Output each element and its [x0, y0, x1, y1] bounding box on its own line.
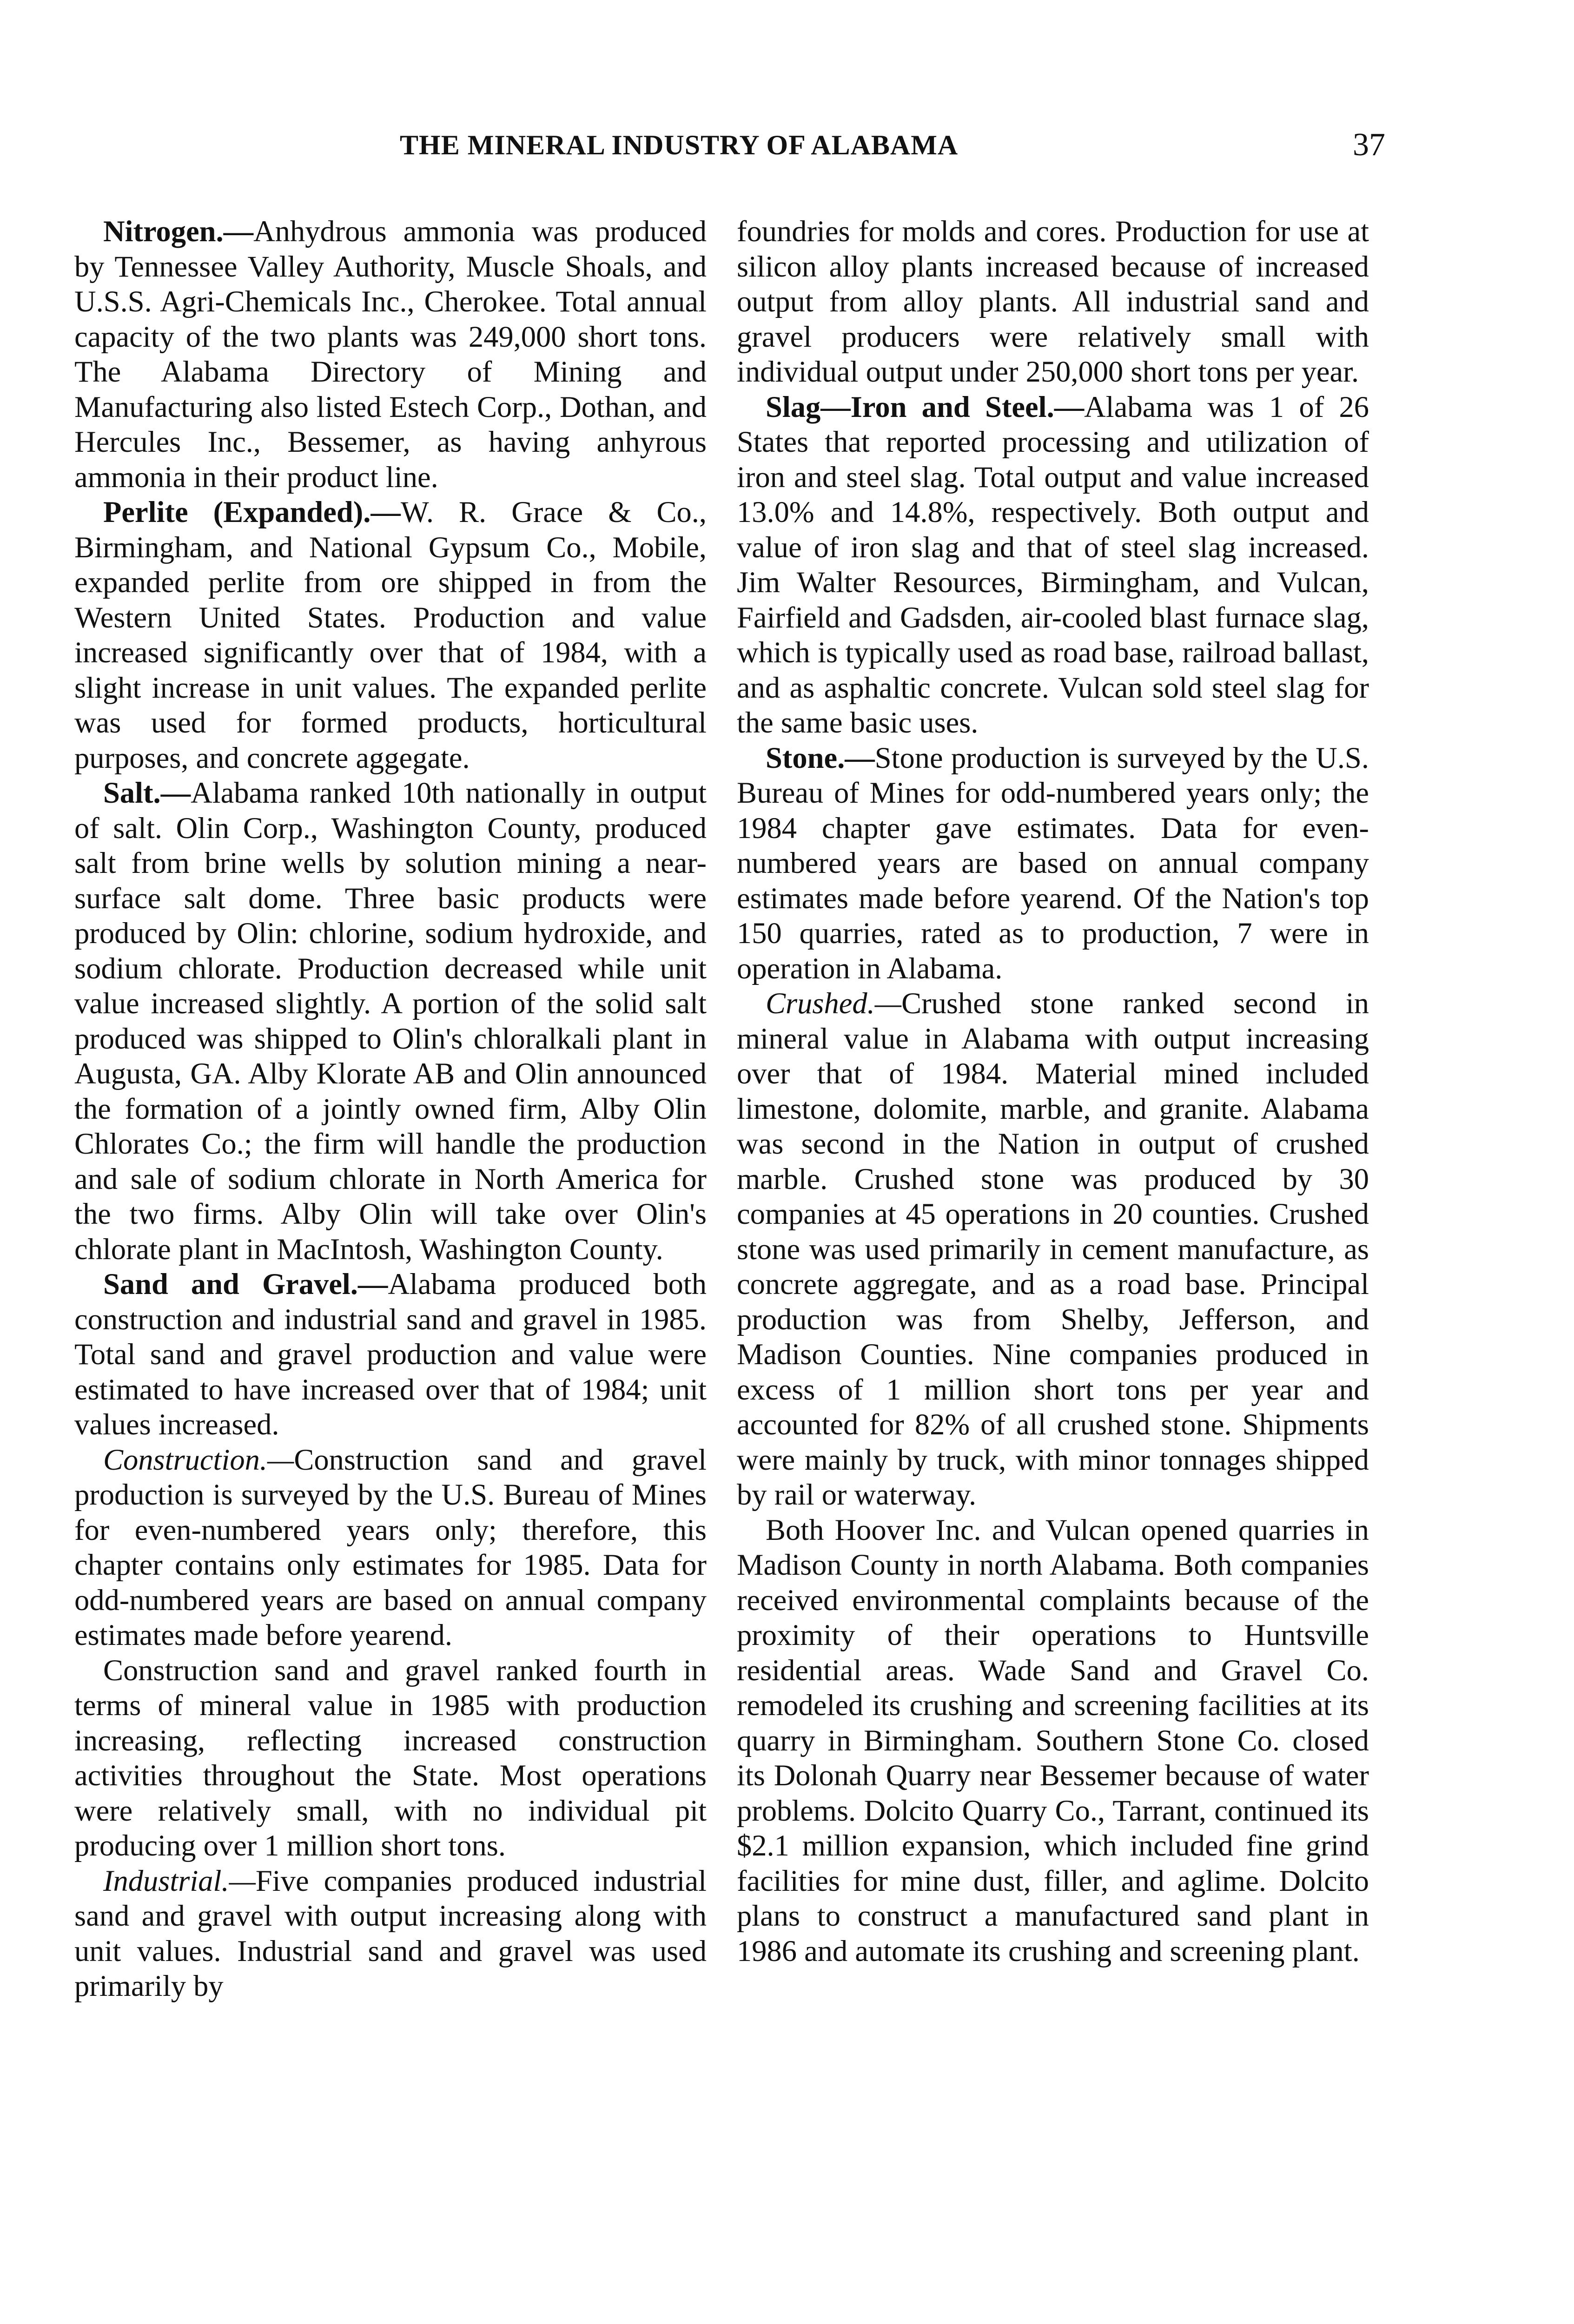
paragraph-industrial-continued: [737, 214, 1369, 390]
paragraph-quarries: [737, 1512, 1369, 1969]
paragraph-construction: [74, 1442, 707, 1653]
paragraph-text: Both Hoover Inc. and Vulcan opened quarries in Madison County in north Alabama. Both companies received environmental complaints because of the proximity of their operations to Huntsville residential areas. Wade Sand and Gravel Co. remodeled its crushing and screening facilities at its quarry in Birmingham. Southern Stone Co. closed its Dolonah Quarry near Bessemer because of water problems. Dolcito Quarry Co., Tarrant, continued its $2.1 million expansion, which included fine grind facilities for mine dust, filler, and aglime. Dolcito plans to construct a manufactured sand plant in 1986 and automate its crushing and screening plant.: [737, 1513, 1369, 1967]
paragraph-text: Construction sand and gravel production is surveyed by the U.S. Bureau of Mines for even-numbered years only; therefore, this chapter contains only estimates for 1985. Data for odd-numbered years are based on annual company estimates made before yearend.: [74, 1443, 707, 1651]
paragraph-text: foundries for molds and cores. Production for use at silicon alloy plants increased because of increased output from alloy plants. All industrial sand and gravel producers were relatively small with individual output under 250,000 short tons per year.: [737, 215, 1369, 388]
paragraph-text: Anhydrous ammonia was produced by Tennessee Valley Authority, Muscle Shoals, and U.S.S. Agri-Chemicals Inc., Cherokee. Total annual capacity of the two plants was 249,000 short tons. The Alabama Directory of Mining and Manufacturing also listed Estech Corp., Dothan, and Hercules Inc., Bessemer, as having anhyrous ammonia in their product line.: [74, 215, 707, 494]
paragraph-text: Five companies produced industrial sand and gravel with output increasing along with unit values. Industrial sand and gravel was used primarily by: [74, 1864, 707, 2002]
right-column: [737, 214, 1369, 1968]
paragraph-salt: [74, 775, 707, 1267]
section-heading: Stone.—: [766, 741, 875, 774]
paragraph-stone: [737, 740, 1369, 986]
paragraph-crushed: [737, 986, 1369, 1512]
running-head: [74, 129, 1385, 166]
page-number: 37: [1353, 127, 1385, 163]
running-title: THE MINERAL INDUSTRY OF ALABAMA: [400, 130, 959, 160]
section-heading: Sand and Gravel.—: [103, 1268, 388, 1301]
paragraph-sand-and-gravel: [74, 1267, 707, 1442]
paragraph-perlite: [74, 495, 707, 775]
paragraph-industrial: [74, 1863, 707, 2004]
paragraph-text: Alabama ranked 10th nationally in output of salt. Olin Corp., Washington County, produced salt from brine wells by solution mining a near-surface salt dome. Three basic products were produced by Olin: chlorine, sodium hydroxide, and sodium chlorate. Production decreased while unit value increased slightly. A portion of the solid salt produced was shipped to Olin's chloralkali plant in Augusta, GA. Alby Klorate AB and Olin announced the formation of a jointly owned firm, Alby Olin Chlorates Co.; the firm will handle the production and sale of sodium chlorate in North America for the two firms. Alby Olin will take over Olin's chlorate plant in MacIntosh, Washington County.: [74, 776, 707, 1266]
subsection-heading: Construction.—: [103, 1443, 294, 1476]
section-heading: Salt.—: [103, 776, 191, 809]
subsection-heading: Crushed.—: [766, 987, 902, 1020]
paragraph-text: Stone production is surveyed by the U.S. Bureau of Mines for odd-numbered years only; the 1984 chapter gave estimates. Data for even-numbered years are based on annual company estimates made before yearend. Of the Nation's top 150 quarries, rated as to production, 7 were in operation in Alabama.: [737, 741, 1369, 985]
paragraph-text: Crushed stone ranked second in mineral value in Alabama with output increasing over that of 1984. Material mined included limestone, dolomite, marble, and granite. Alabama was second in the Nation in output of crushed marble. Crushed stone was produced by 30 companies at 45 operations in 20 counties. Crushed stone was used primarily in cement manufacture, as concrete aggregate, and as a road base. Principal production was from Shelby, Jefferson, and Madison Counties. Nine companies produced in excess of 1 million short tons per year and accounted for 82% of all crushed stone. Shipments were mainly by truck, with minor tonnages shipped by rail or waterway.: [737, 987, 1369, 1511]
paragraph-text: Alabama was 1 of 26 States that reported processing and utilization of iron and steel slag. Total output and value increased 13.0% and 14.8%, respectively. Both output and value of iron slag and that of steel slag increased. Jim Walter Resources, Birmingham, and Vulcan, Fairfield and Gadsden, air-cooled blast furnace slag, which is typically used as road base, railroad ballast, and as asphaltic concrete. Vulcan sold steel slag for the same basic uses.: [737, 390, 1369, 739]
paragraph-text: W. R. Grace & Co., Birmingham, and National Gypsum Co., Mobile, expanded perlite from ore shipped in from the Western United States. Production and value increased significantly over that of 1984, with a slight increase in unit values. The expanded perlite was used for formed products, horticultural purposes, and concrete aggegate.: [74, 495, 707, 774]
subsection-heading: Industrial.—: [103, 1864, 256, 1897]
section-heading: Slag—Iron and Steel.—: [766, 390, 1085, 423]
left-column: [74, 214, 707, 2004]
paragraph-text: Alabama produced both construction and industrial sand and gravel in 1985. Total sand and gravel production and value were estimated to have increased over that of 1984; unit values increased.: [74, 1268, 707, 1441]
paragraph-nitrogen: [74, 214, 707, 495]
section-heading: Perlite (Expanded).—: [103, 495, 401, 528]
section-heading: Nitrogen.—: [103, 215, 254, 248]
paragraph-slag: [737, 390, 1369, 740]
paragraph-text: Construction sand and gravel ranked fourth in terms of mineral value in 1985 with production increasing, reflecting increased construction activities throughout the State. Most operations were relatively small, with no individual pit producing over 1 million short tons.: [74, 1653, 707, 1862]
paragraph-construction-ranking: [74, 1653, 707, 1863]
